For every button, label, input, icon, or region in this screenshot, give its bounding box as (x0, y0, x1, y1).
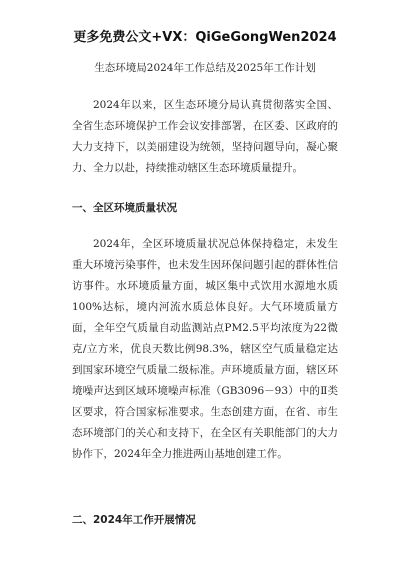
promo-banner: 更多免费公文+VX：QiGeGongWen2024 (73, 30, 337, 45)
document-title: 生态环境局2024年工作总结及2025年工作计划 (94, 62, 316, 74)
section-heading-2: 二、2024年工作开展情况 (72, 514, 196, 526)
section-1-paragraph: 2024年，全区环境质量状况总体保持稳定，未发生重大环境污染事件，也未发生因环保问题引起的群体性信访事件。水环境质量方面，城区集中式饮用水源地水质100%达标，境内河流水质总体良好。大气环境质量方面，全年空气质量自动监测站点PM2.5平均浓度为22微克/立方米，优良天数比例98.3%，辖区空气质量稳定达到国家环境空气质量二级标准。声环境质量方面，辖区环境噪声达到区域环境噪声标准（GB3096－93）中的Ⅱ类区要求，符合国家标准要求。生态创建方面，在省、市生态环境部门的关心和支持下，在全区有关职能部门的大力协作下，2024年全力推进两山基地创建工作。 (72, 238, 338, 460)
section-heading-1: 一、全区环境质量状况 (72, 202, 177, 214)
intro-paragraph: 2024年以来，区生态环境分局认真贯彻落实全国、全省生态环境保护工作会议安排部署，在区委、区政府的大力支持下，以美丽建设为统领，坚持问题导向，凝心聚力、全力以赴，持续推动辖区生态环境质量提升。 (72, 99, 338, 174)
